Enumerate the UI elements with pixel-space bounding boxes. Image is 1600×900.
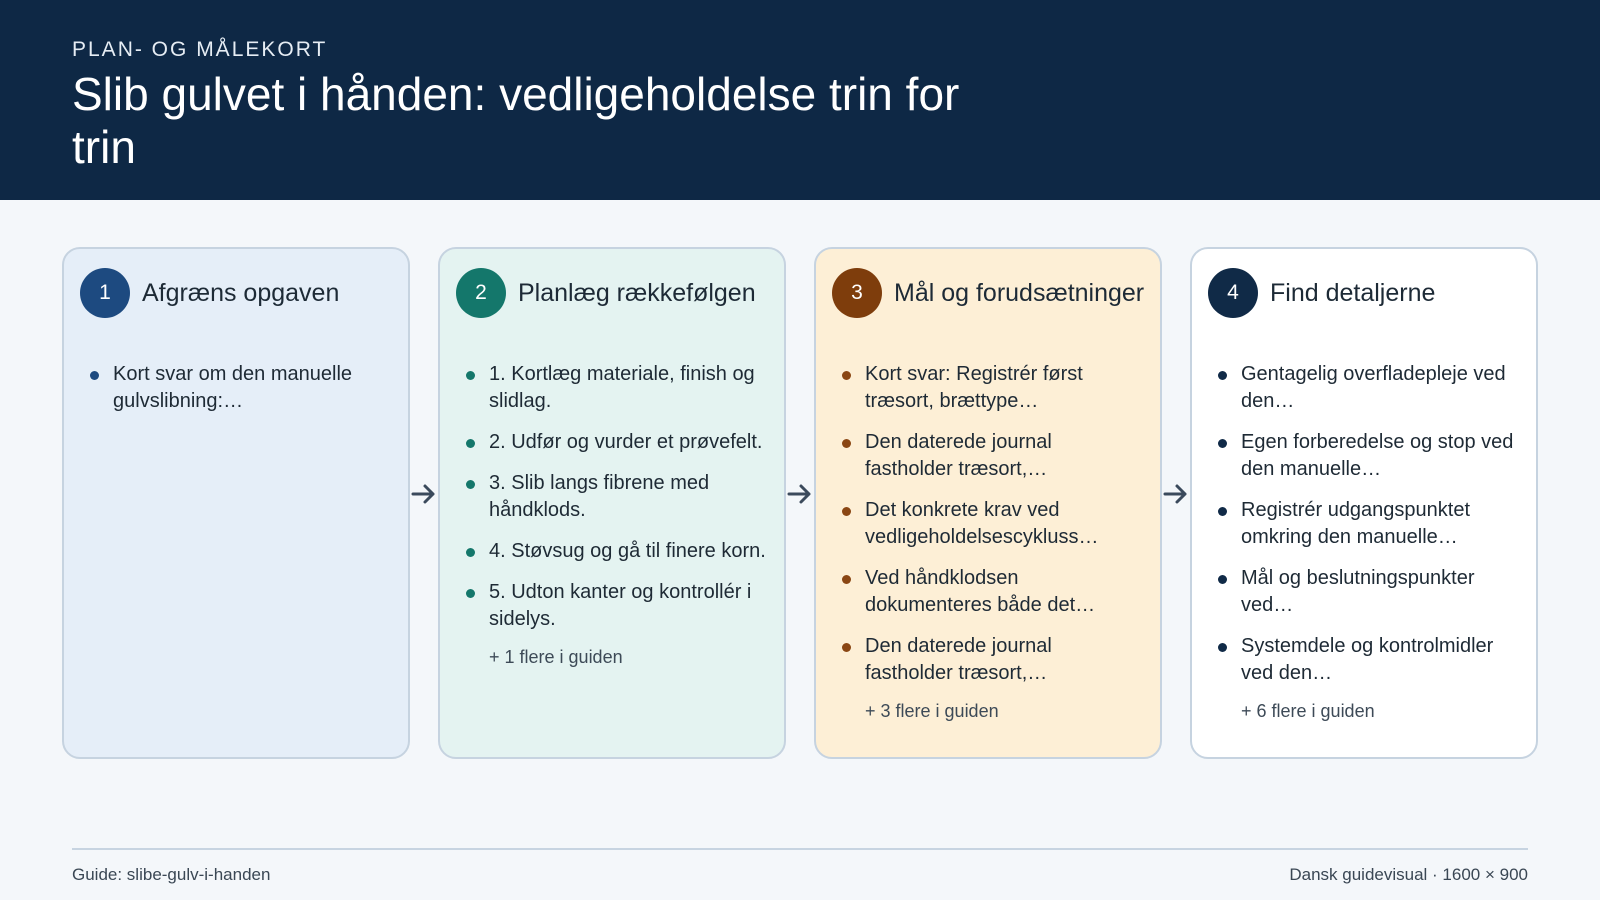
- list-item-text: Ved håndklodsen dokumenteres både det…: [865, 567, 1096, 616]
- list-item-text: Egen forberedelse og stop ved den manuelle…: [1241, 431, 1514, 480]
- more-in-guide-note: + 1 flere i guiden: [489, 647, 623, 667]
- footer-divider: [72, 848, 1528, 850]
- step-card-header: [80, 267, 392, 319]
- step-item-list: [832, 361, 1144, 687]
- arrow-right-icon: [786, 480, 814, 508]
- step-card-header: [1208, 267, 1520, 319]
- list-item-text: 3. Slib langs fibrene med håndklods.: [489, 472, 710, 521]
- step-item-list: [80, 361, 392, 415]
- list-item-text: Kort svar: Registrér først træsort, brættype…: [865, 363, 1083, 412]
- list-item: [466, 470, 768, 524]
- bullet-icon: [466, 548, 475, 557]
- bullet-icon: [466, 439, 475, 448]
- list-item: [90, 361, 392, 415]
- step-card-2: [438, 247, 786, 759]
- step-title: Mål og forudsætninger: [894, 278, 1145, 307]
- step-cards: [62, 247, 1540, 759]
- list-item: [1218, 361, 1520, 415]
- bullet-icon: [1218, 439, 1227, 448]
- more-in-guide-note: + 6 flere i guiden: [1241, 701, 1375, 721]
- bullet-icon: [1218, 507, 1227, 516]
- bullet-icon: [90, 371, 99, 380]
- step-card-header: [832, 267, 1144, 319]
- list-item: [1218, 633, 1520, 687]
- step-card-3: [814, 247, 1162, 759]
- bullet-icon: [466, 371, 475, 380]
- footer-caption: Dansk guidevisual · 1600 × 900: [1289, 865, 1528, 884]
- step-item-list: [1208, 361, 1520, 687]
- bullet-icon: [1218, 575, 1227, 584]
- bullet-icon: [842, 507, 851, 516]
- list-item-text: Systemdele og kontrolmidler ved den…: [1241, 635, 1494, 684]
- footer-guide-slug: Guide: slibe-gulv-i-handen: [72, 865, 271, 884]
- list-item: [1218, 497, 1520, 551]
- step-title: Find detaljerne: [1270, 278, 1436, 307]
- step-item-list: [456, 361, 768, 633]
- bullet-icon: [466, 480, 475, 489]
- list-item: [1218, 429, 1520, 483]
- page-kicker: PLAN- OG MÅLEKORT: [72, 38, 328, 61]
- step-card-4: [1190, 247, 1538, 759]
- list-item-text: Mål og beslutningspunkter ved…: [1241, 567, 1475, 616]
- list-item: [842, 497, 1144, 551]
- list-item: [1218, 565, 1520, 619]
- list-item-text: Registrér udgangspunktet omkring den manuelle…: [1241, 499, 1471, 548]
- step-number-badge: 4: [1208, 268, 1258, 318]
- list-item: [466, 429, 768, 456]
- bullet-icon: [842, 371, 851, 380]
- list-item-text: 1. Kortlæg materiale, finish og slidlag.: [489, 363, 755, 412]
- more-in-guide-note: + 3 flere i guiden: [865, 701, 999, 721]
- list-item: [842, 565, 1144, 619]
- page-title: Slib gulvet i hånden: vedligeholdelse trin for trin: [72, 68, 960, 173]
- step-number-badge: 1: [80, 268, 130, 318]
- list-item-text: Den daterede journal fastholder træsort,…: [865, 635, 1052, 684]
- step-card-header: [456, 267, 768, 319]
- bullet-icon: [842, 575, 851, 584]
- list-item: [842, 429, 1144, 483]
- list-item: [842, 633, 1144, 687]
- list-item: [466, 538, 768, 565]
- step-title: Planlæg rækkefølgen: [518, 278, 756, 307]
- bullet-icon: [1218, 643, 1227, 652]
- bullet-icon: [842, 643, 851, 652]
- arrow-right-icon: [410, 480, 438, 508]
- arrow-right-icon: [1162, 480, 1190, 508]
- list-item-text: Det konkrete krav ved vedligeholdelsescykluss…: [865, 499, 1099, 548]
- bullet-icon: [842, 439, 851, 448]
- list-item: [466, 579, 768, 633]
- step-title: Afgræns opgaven: [142, 278, 340, 307]
- step-number-badge: 2: [456, 268, 506, 318]
- step-number-badge: 3: [832, 268, 882, 318]
- header-banner: [0, 0, 1600, 200]
- step-card-1: [62, 247, 410, 759]
- bullet-icon: [466, 589, 475, 598]
- list-item: [466, 361, 768, 415]
- bullet-icon: [1218, 371, 1227, 380]
- list-item-text: 5. Udton kanter og kontrollér i sidelys.: [489, 581, 752, 630]
- list-item-text: Gentagelig overfladepleje ved den…: [1241, 363, 1506, 412]
- list-item-text: 2. Udfør og vurder et prøvefelt.: [489, 431, 763, 453]
- list-item-text: 4. Støvsug og gå til finere korn.: [489, 540, 766, 562]
- list-item-text: Kort svar om den manuelle gulvslibning:…: [113, 363, 353, 412]
- list-item-text: Den daterede journal fastholder træsort,…: [865, 431, 1052, 480]
- list-item: [842, 361, 1144, 415]
